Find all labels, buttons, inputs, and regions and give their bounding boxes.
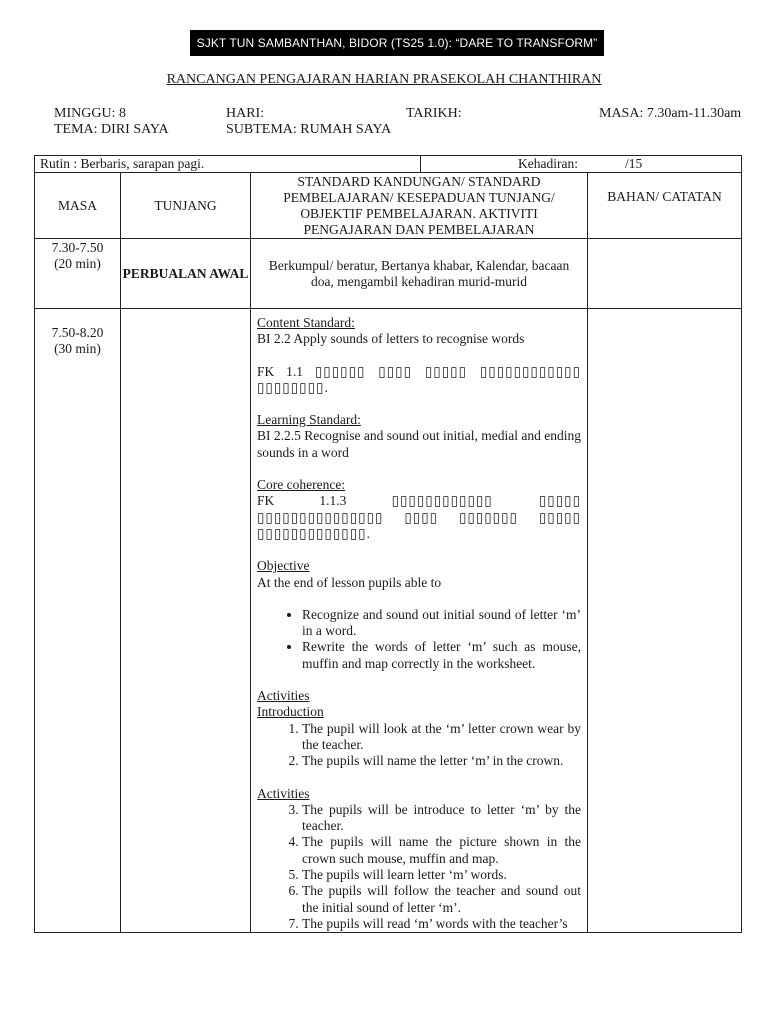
activities-label: Activities bbox=[257, 688, 310, 704]
core-coherence-text: FK 1.1.3 ▯▯▯▯▯▯▯▯▯▯▯▯ ▯▯▯▯▯ ▯▯▯▯▯▯▯▯▯▯▯▯▯▯▯ ▯▯▯▯ ▯▯▯▯▯▯▯ ▯▯▯▯▯ ▯▯▯▯▯▯▯▯▯▯▯▯▯. bbox=[257, 493, 582, 541]
objective-intro: At the end of lesson pupils able to bbox=[257, 574, 442, 590]
learning-standard-text: BI 2.2.5 Recognise and sound out initial, medial and ending sounds in a word bbox=[257, 428, 582, 460]
activity-steps bbox=[257, 802, 581, 932]
bahan-cell-2 bbox=[588, 309, 742, 933]
header-bahan: BAHAN/ CATATAN bbox=[588, 173, 742, 239]
duration-1: (20 min) bbox=[54, 256, 101, 271]
header-row bbox=[35, 173, 742, 239]
school-banner: SJKT TUN SAMBANTHAN, BIDOR (TS25 1.0): “DARE TO TRANSFORM” bbox=[190, 30, 604, 56]
attendance-cell bbox=[421, 156, 742, 173]
activities-label-2: Activities bbox=[257, 785, 310, 801]
meta-tarikh: TARIKH: bbox=[406, 106, 462, 121]
duration-2: (30 min) bbox=[54, 341, 101, 356]
fk-standard-text: FK 1.1 ▯▯▯▯▯▯ ▯▯▯▯ ▯▯▯▯▯ ▯▯▯▯▯▯▯▯▯▯▯▯ ▯▯▯▯▯▯▯▯. bbox=[257, 363, 582, 395]
lesson-content-cell bbox=[251, 309, 588, 933]
introduction-step: 1. The pupil will look at the ‘m’ letter crown wear by the teacher. bbox=[302, 721, 581, 754]
activity-step: 7. The pupils will read ‘m’ words with the teacher’s bbox=[302, 916, 581, 932]
lesson-plan-table bbox=[34, 155, 742, 933]
time-cell-1 bbox=[35, 239, 121, 309]
objective-list bbox=[257, 607, 581, 672]
tunjang-cell-2 bbox=[121, 309, 251, 933]
meta-subtema: SUBTEMA: RUMAH SAYA bbox=[226, 122, 392, 137]
learning-standard-label: Learning Standard: bbox=[257, 412, 361, 428]
activity-step: 6. The pupils will follow the teacher and sound out the initial sound of letter ‘m’. bbox=[302, 883, 581, 916]
tunjang-perbualan-awal: PERBUALAN AWAL bbox=[122, 265, 249, 281]
objective-item: • Recognize and sound out initial sound of letter ‘m’ in a word. bbox=[302, 607, 581, 640]
time-cell-2 bbox=[35, 309, 121, 933]
time-range-2: 7.50-8.20 bbox=[51, 325, 104, 340]
introduction-label: Introduction bbox=[257, 704, 324, 720]
introduction-step: 2. The pupils will name the letter ‘m’ in the crown. bbox=[302, 753, 581, 769]
meta-tema: TEMA: DIRI SAYA bbox=[54, 122, 169, 137]
introduction-steps bbox=[257, 721, 581, 770]
session-row-lesson bbox=[35, 309, 742, 933]
attendance-value: /15 bbox=[625, 156, 643, 171]
bahan-cell-1 bbox=[588, 239, 742, 309]
header-masa: MASA bbox=[35, 173, 121, 239]
meta-hari: HARI: bbox=[226, 106, 265, 121]
objective-label: Objective bbox=[257, 558, 310, 574]
content-standard-text: BI 2.2 Apply sounds of letters to recognise words bbox=[257, 331, 525, 347]
routine-row bbox=[35, 156, 742, 173]
core-coherence-label: Core coherence: bbox=[257, 477, 346, 493]
opening-activity-text: Berkumpul/ beratur, Bertanya khabar, Kalendar, bacaan doa, mengambil kehadiran murid-murid bbox=[268, 257, 570, 289]
header-standard: STANDARD KANDUNGAN/ STANDARD PEMBELAJARAN/ KESEPADUAN TUNJANG/ OBJEKTIF PEMBELAJARAN. AKTIVITI PENGAJARAN DAN PEMBELAJARAN bbox=[251, 173, 588, 239]
tunjang-cell-1 bbox=[121, 239, 251, 309]
header-tunjang: TUNJANG bbox=[121, 173, 251, 239]
meta-masa: MASA: 7.30am-11.30am bbox=[599, 106, 742, 121]
tamil-text-glyphs: ▯▯▯▯▯▯▯▯▯▯▯▯ ▯▯▯▯▯ ▯▯▯▯▯▯▯▯▯▯▯▯▯▯▯ ▯▯▯▯ ▯▯▯▯▯▯▯ ▯▯▯▯▯ ▯▯▯▯▯▯▯▯▯▯▯▯▯ bbox=[257, 493, 582, 541]
time-range-1: 7.30-7.50 bbox=[51, 240, 104, 255]
document-title: RANCANGAN PENGAJARAN HARIAN PRASEKOLAH CHANTHIRAN bbox=[166, 72, 602, 87]
content-standard-label: Content Standard: bbox=[257, 315, 355, 330]
session-row-opening bbox=[35, 239, 742, 309]
activity-step: 5. The pupils will learn letter ‘m’ words. bbox=[302, 867, 581, 883]
attendance-label: Kehadiran: bbox=[518, 156, 578, 171]
tamil-text-glyphs: ▯▯▯▯▯▯ ▯▯▯▯ ▯▯▯▯▯ ▯▯▯▯▯▯▯▯▯▯▯▯ ▯▯▯▯▯▯▯▯ bbox=[257, 363, 582, 395]
activity-step: 4. The pupils will name the picture shown in the crown such mouse, muffin and map. bbox=[302, 834, 581, 867]
activity-cell-1 bbox=[251, 239, 588, 309]
routine-cell bbox=[35, 156, 421, 173]
meta-minggu: MINGGU: 8 bbox=[54, 106, 126, 121]
objective-item: • Rewrite the words of letter ‘m’ such as mouse, muffin and map correctly in the worksheet. bbox=[302, 639, 581, 672]
activity-step: 3. The pupils will be introduce to letter ‘m’ by the teacher. bbox=[302, 802, 581, 835]
routine-text: Rutin : Berbaris, sarapan pagi. bbox=[40, 156, 205, 171]
